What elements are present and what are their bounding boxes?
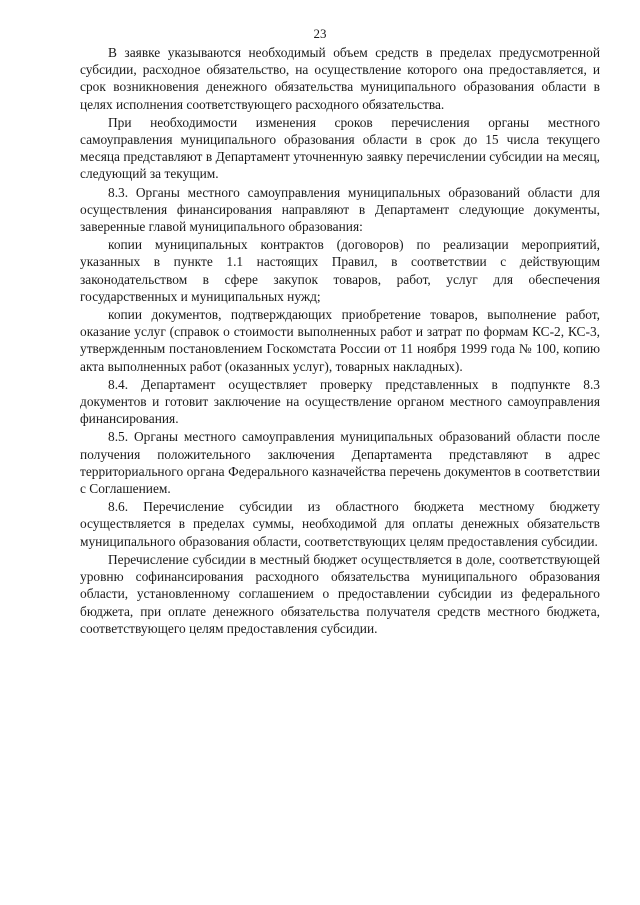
- page-number: 23: [313, 26, 327, 41]
- paragraph-8-3: 8.3. Органы местного самоуправления муниципальных образований области для осуществления финансирования направляют в Департамент следующие документы, заверенные главой муниципального образования:: [80, 184, 600, 235]
- paragraph-transfer-share: Перечисление субсидии в местный бюджет осуществляется в доле, соответствующей уровню софинансирования расходного обязательства муниципального образования области, установленному соглашением о предоставлении субсидии из федерального бюджета, при оплате денежного обязательства получателя средств местного бюджета, соответствующего целям предоставления субсидии.: [80, 551, 600, 636]
- paragraph-deadline-change: При необходимости изменения сроков перечисления органы местного самоуправления муниципального образования области в срок до 15 числа текущего месяца представляют в Департамент уточненную заявку перечислении субсидии на месяц, следующий за текущим.: [80, 114, 600, 182]
- document-body: [80, 44, 600, 637]
- paragraph-request-contents: В заявке указываются необходимый объем средств в пределах предусмотренной субсидии, расходное обязательство, на осуществление которого она предоставляется, и срок возникновения денежного обязательства муниципального образования области в целях исполнения соответствующего расходного обязательства.: [80, 45, 600, 112]
- paragraph-supporting-documents: копии документов, подтверждающих приобретение товаров, выполнение работ, оказание услуг (справок о стоимости выполненных работ и затрат по формам КС-2, КС-3, утвержденным постановлением Госкомстата России от 11 ноября 1999 года № 100, копию акта выполненных работ (оказанных услуг), товарных накладных).: [80, 307, 600, 374]
- paragraph-8-5: 8.5. Органы местного самоуправления муниципальных образований области после получения положительного заключения Департамента представляют в адрес территориального органа Федерального казначейства перечень документов в соответствии с Соглашением.: [80, 429, 600, 497]
- paragraph-contract-copies: копии муниципальных контрактов (договоров) по реализации мероприятий, указанных в пункте 1.1 настоящих Правил, в соответствии с действующим законодательством в сфере закупок товаров, работ, услуг для обеспечения государственных и муниципальных нужд;: [80, 237, 600, 304]
- paragraph-8-6: 8.6. Перечисление субсидии из областного бюджета местному бюджету осуществляется в пределах суммы, необходимой для оплаты денежных обязательств муниципального образования области, соответствующих целям предоставления субсидии.: [80, 499, 600, 549]
- paragraph-8-4: 8.4. Департамент осуществляет проверку представленных в подпункте 8.3 документов и готовит заключение на осуществление органом местного самоуправления финансирования.: [80, 376, 600, 427]
